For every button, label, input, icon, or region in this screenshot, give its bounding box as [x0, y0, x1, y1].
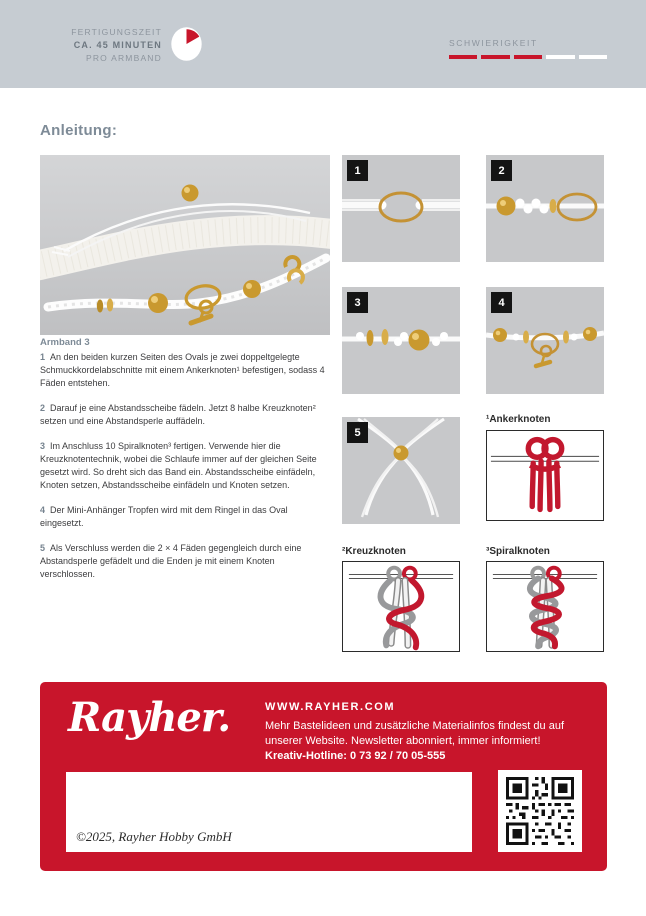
main-bracelet-photo [40, 155, 330, 335]
header-band [0, 0, 646, 88]
difficulty-label: SCHWIERIGKEIT [449, 38, 538, 48]
step-photo-2 [486, 155, 604, 262]
production-time-block [40, 26, 162, 65]
step-number: 2 [40, 403, 46, 413]
difficulty-meter [449, 55, 607, 59]
step-number: 1 [40, 352, 46, 362]
step-number: 3 [40, 441, 46, 451]
difficulty-bar [481, 55, 509, 59]
footer [40, 682, 607, 871]
clock-icon [171, 27, 202, 61]
footer-text-block [265, 701, 595, 762]
bracelet-heading: Armband 3 [40, 337, 90, 348]
step-photo-4 [486, 287, 604, 394]
step-number-badge: 3 [347, 292, 368, 313]
hotline-number: Kreativ-Hotline: 0 73 92 / 70 05-555 [265, 750, 446, 762]
diagram-label-spiralknoten: ³Spiralknoten [486, 546, 550, 557]
diagram-label-kreuzknoten: ²Kreuzknoten [342, 546, 406, 557]
time-label: FERTIGUNGSZEIT [71, 27, 162, 37]
step-text: Als Verschluss werden die 2 × 4 Fäden gegengleich durch eine Abstandsperle gefädelt und die Enden je mit einem Knoten verschlossen. [40, 543, 302, 579]
instruction-step [40, 402, 329, 428]
difficulty-bar [449, 55, 477, 59]
step-number-badge: 1 [347, 160, 368, 181]
step-text: An den beiden kurzen Seiten des Ovals je zwei doppeltgelegte Schmuckkordelabschnitte mit einem Ankerknoten¹ befestigen, sodass 4 Fäden entstehen. [40, 352, 325, 388]
step-number: 5 [40, 543, 46, 553]
instruction-step [40, 440, 329, 492]
instruction-step [40, 351, 329, 390]
instruction-step [40, 542, 329, 581]
instruction-steps [40, 351, 329, 593]
step-text: Darauf je eine Abstandsscheibe fädeln. Jetzt 8 halbe Kreuzknoten² setzen und eine Abstandsperle auffädeln. [40, 403, 316, 426]
instruction-step [40, 504, 329, 530]
difficulty-block [449, 38, 607, 59]
copyright-text: ©2025, Rayher Hobby GmbH [76, 829, 232, 844]
step-photo-3 [342, 287, 460, 394]
step-photo-5 [342, 417, 460, 524]
page-title: Anleitung: [40, 122, 118, 139]
step-number: 4 [40, 505, 46, 515]
step-text: Der Mini-Anhänger Tropfen wird mit dem Ringel in das Oval eingesetzt. [40, 505, 288, 528]
time-value: CA. 45 MINUTEN [73, 40, 162, 50]
rayher-logo: Rayher. [68, 694, 231, 741]
diagram-spiralknoten [486, 561, 604, 652]
diagram-label-ankerknoten: ¹Ankerknoten [486, 414, 551, 425]
difficulty-bar [579, 55, 607, 59]
step-text: Im Anschluss 10 Spiralknoten³ fertigen. Verwende hier die Kreuzknotentechnik, wobei die Schlaufe immer auf der gleichen Seite gesetzt wird. So dreht sich das Band ein. Abstandsscheibe einfädeln, Knoten setzen, Abstandsscheibe einfädeln und Knoten setzen. [40, 441, 317, 490]
step-number-badge: 4 [491, 292, 512, 313]
time-unit: PRO ARMBAND [85, 53, 162, 63]
step-photo-1 [342, 155, 460, 262]
step-number-badge: 5 [347, 422, 368, 443]
difficulty-bar [546, 55, 574, 59]
difficulty-bar [514, 55, 542, 59]
notes-box [66, 772, 472, 852]
footer-tagline: Mehr Bastelideen und zusätzliche Materialinfos findest du auf unserer Website. Newsletter abonniert, immer informiert! [265, 720, 565, 747]
step-number-badge: 2 [491, 160, 512, 181]
diagram-ankerknoten [486, 430, 604, 521]
qr-code [498, 770, 582, 852]
bracelet-illustration [40, 155, 330, 335]
website-url: WWW.RAYHER.COM [265, 701, 396, 713]
diagram-kreuzknoten [342, 561, 460, 652]
